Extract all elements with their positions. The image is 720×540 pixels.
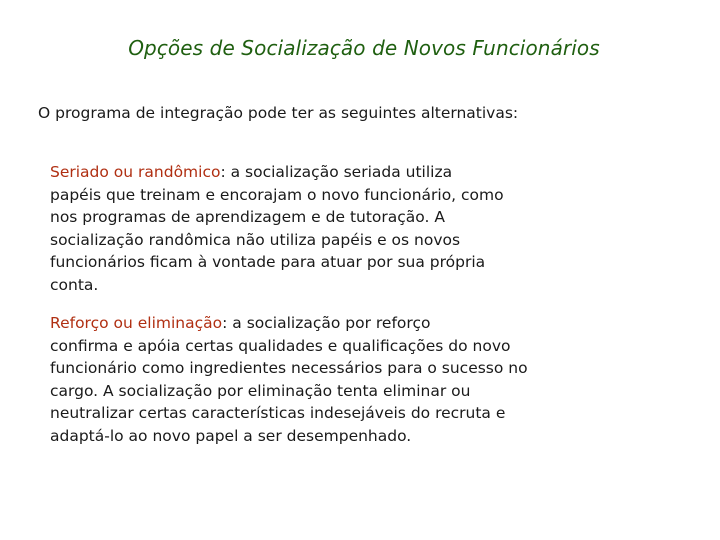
paragraph-line: funcionário como ingredientes necessários para o sucesso no bbox=[50, 359, 528, 378]
term-reinforcement-elimination: Reforço ou eliminação bbox=[50, 314, 223, 332]
paragraph-reinforcement-elimination bbox=[50, 312, 620, 448]
paragraph-line: funcionários ficam à vontade para atuar por sua própria bbox=[50, 253, 486, 272]
paragraph-line: nos programas de aprendizagem e de tutoração. A bbox=[50, 208, 445, 227]
paragraph-line: adaptá-lo ao novo papel a ser desempenhado. bbox=[50, 426, 412, 445]
paragraph-line-text: : a socialização seriada utiliza bbox=[220, 163, 453, 181]
intro-text: O programa de integração pode ter as seguintes alternativas: bbox=[38, 104, 519, 122]
paragraph-line-text: : a socialização por reforço bbox=[222, 314, 431, 332]
paragraph-line: socialização randômica não utiliza papéis e os novos bbox=[50, 230, 461, 249]
paragraph-line bbox=[50, 161, 620, 184]
paragraph-line: confirma e apóia certas qualidades e qualificações do novo bbox=[50, 336, 511, 355]
slide-title: Opções de Socialização de Novos Funcionários bbox=[128, 36, 600, 60]
paragraph-line: papéis que treinam e encorajam o novo funcionário, como bbox=[50, 185, 504, 204]
paragraph-line: cargo. A socialização por eliminação tenta eliminar ou bbox=[50, 381, 471, 400]
paragraph-line bbox=[50, 312, 620, 335]
term-serial-random: Seriado ou randômico bbox=[50, 163, 221, 181]
paragraph-line: neutralizar certas características indesejáveis do recruta e bbox=[50, 404, 506, 423]
paragraph-line: conta. bbox=[50, 275, 99, 294]
paragraph-serial-random bbox=[50, 161, 620, 297]
